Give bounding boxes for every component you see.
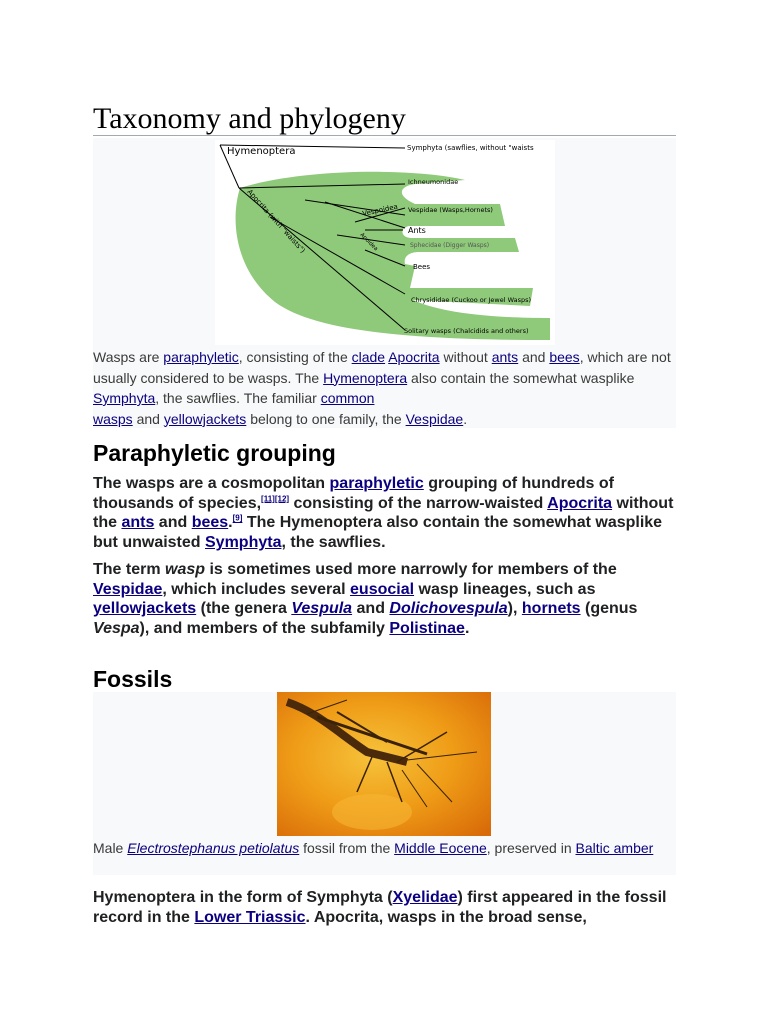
label-apocrita: Apocrita (with "waists") [245,187,307,255]
section-heading-paraphyletic: Paraphyletic grouping [93,440,336,466]
link-eusocial[interactable]: eusocial [350,580,415,598]
link-baltic-amber[interactable]: Baltic amber [575,840,654,856]
link-common-wasps[interactable]: common wasps [93,390,375,427]
label-apoidea: Apoidea [358,232,379,253]
link-lower-triassic[interactable]: Lower Triassic [194,909,306,926]
ref-11-12[interactable]: [11][12] [261,494,290,504]
link-clade[interactable]: clade [351,349,386,365]
paragraph-fossils: Hymenoptera in the form of Symphyta (Xyelidae) first appeared in the fossil record in the Lower Triassic. Apocrita, wasps in the broad sense, [93,889,667,926]
link-dolichovespula[interactable]: Dolichovespula [389,600,508,618]
link-ants-2[interactable]: ants [121,514,155,532]
label-symphyta: Symphyta (sawflies, without "waists [407,144,534,152]
link-apocrita-2[interactable]: Apocrita [547,494,613,512]
label-vespidae: Vespidae (Wasps,Hornets) [408,206,493,214]
ref-9[interactable]: [9] [232,514,243,524]
amber-svg [277,692,491,836]
link-symphyta-2[interactable]: Symphyta [205,534,282,552]
cladogram-svg [215,140,555,345]
label-ants: Ants [408,226,426,235]
section-heading-fossils: Fossils [93,666,173,692]
cladogram-figure[interactable] [215,140,555,345]
label-hymenoptera: Hymenoptera [227,146,296,157]
label-vespoidea: Vespoidea [361,202,399,218]
link-paraphyletic[interactable]: paraphyletic [163,349,239,365]
link-yellowjackets[interactable]: yellowjackets [163,410,247,427]
link-apocrita[interactable]: Apocrita [388,349,440,365]
link-paraphyletic-2[interactable]: paraphyletic [329,475,424,492]
paragraph-wasp-term: The term wasp is sometimes used more narrowly for members of the Vespidae, which includes several eusocial wasp lineages, such as yellowjackets (the genera Vespula and Dolichovespula), hornets (genus Vespa), and members of the subfamily Polistinae. [93,561,638,638]
label-ichneumonidae: Ichneumonidae [408,178,459,186]
label-chrysididae: Chrysididae (Cuckoo or Jewel Wasps) [411,296,532,304]
link-electrostephanus[interactable]: Electrostephanus petiolatus [127,840,300,856]
link-yellowjackets-2[interactable]: yellowjackets [93,600,197,618]
link-vespidae[interactable]: Vespidae [405,410,464,427]
link-polistinae[interactable]: Polistinae [389,620,465,638]
link-hornets[interactable]: hornets [521,600,581,618]
link-vespula[interactable]: Vespula [291,600,353,618]
section-title-taxonomy: Taxonomy and phylogeny [93,102,406,135]
label-solitary-wasps: Solitary wasps (Chalcidids and others) [404,327,529,335]
apocrita-clade-shape [236,172,550,340]
link-middle-eocene[interactable]: Middle Eocene [394,840,487,856]
paragraph-paraphyletic: The wasps are a cosmopolitan paraphyletic grouping of hundreds of thousands of species,[11][12] consisting of the narrow-waisted Apocrita without the ants and bees.[9] The Hymenoptera also contain the somewhat wasplike but unwaisted Symphyta, the sawflies. [93,475,674,552]
link-symphyta[interactable]: Symphyta [93,390,156,406]
link-ants[interactable]: ants [491,349,519,365]
label-sphecidae: Sphecidae (Digger Wasps) [410,242,490,249]
label-bees: Bees [413,263,431,271]
link-bees[interactable]: bees [549,349,580,365]
cladogram-caption: Wasps are paraphyletic, consisting of the clade Apocrita without ants and bees, which are not usually considered to be wasps. The Hymenoptera also contain the somewhat wasplike Symphyta, the sawflies. The familiar common wasps and yellowjackets belong to one family, the Vespidae. [93,349,671,427]
fossil-caption: Male Electrostephanus petiolatus fossil from the Middle Eocene, preserved in Baltic amber [93,840,654,856]
fossil-amber-image[interactable] [277,692,491,836]
link-bees-2[interactable]: bees [191,514,229,532]
link-vespidae-2[interactable]: Vespidae [93,580,163,598]
heading-divider [93,135,676,136]
link-hymenoptera[interactable]: Hymenoptera [323,369,408,386]
link-xyelidae[interactable]: Xyelidae [392,889,458,906]
